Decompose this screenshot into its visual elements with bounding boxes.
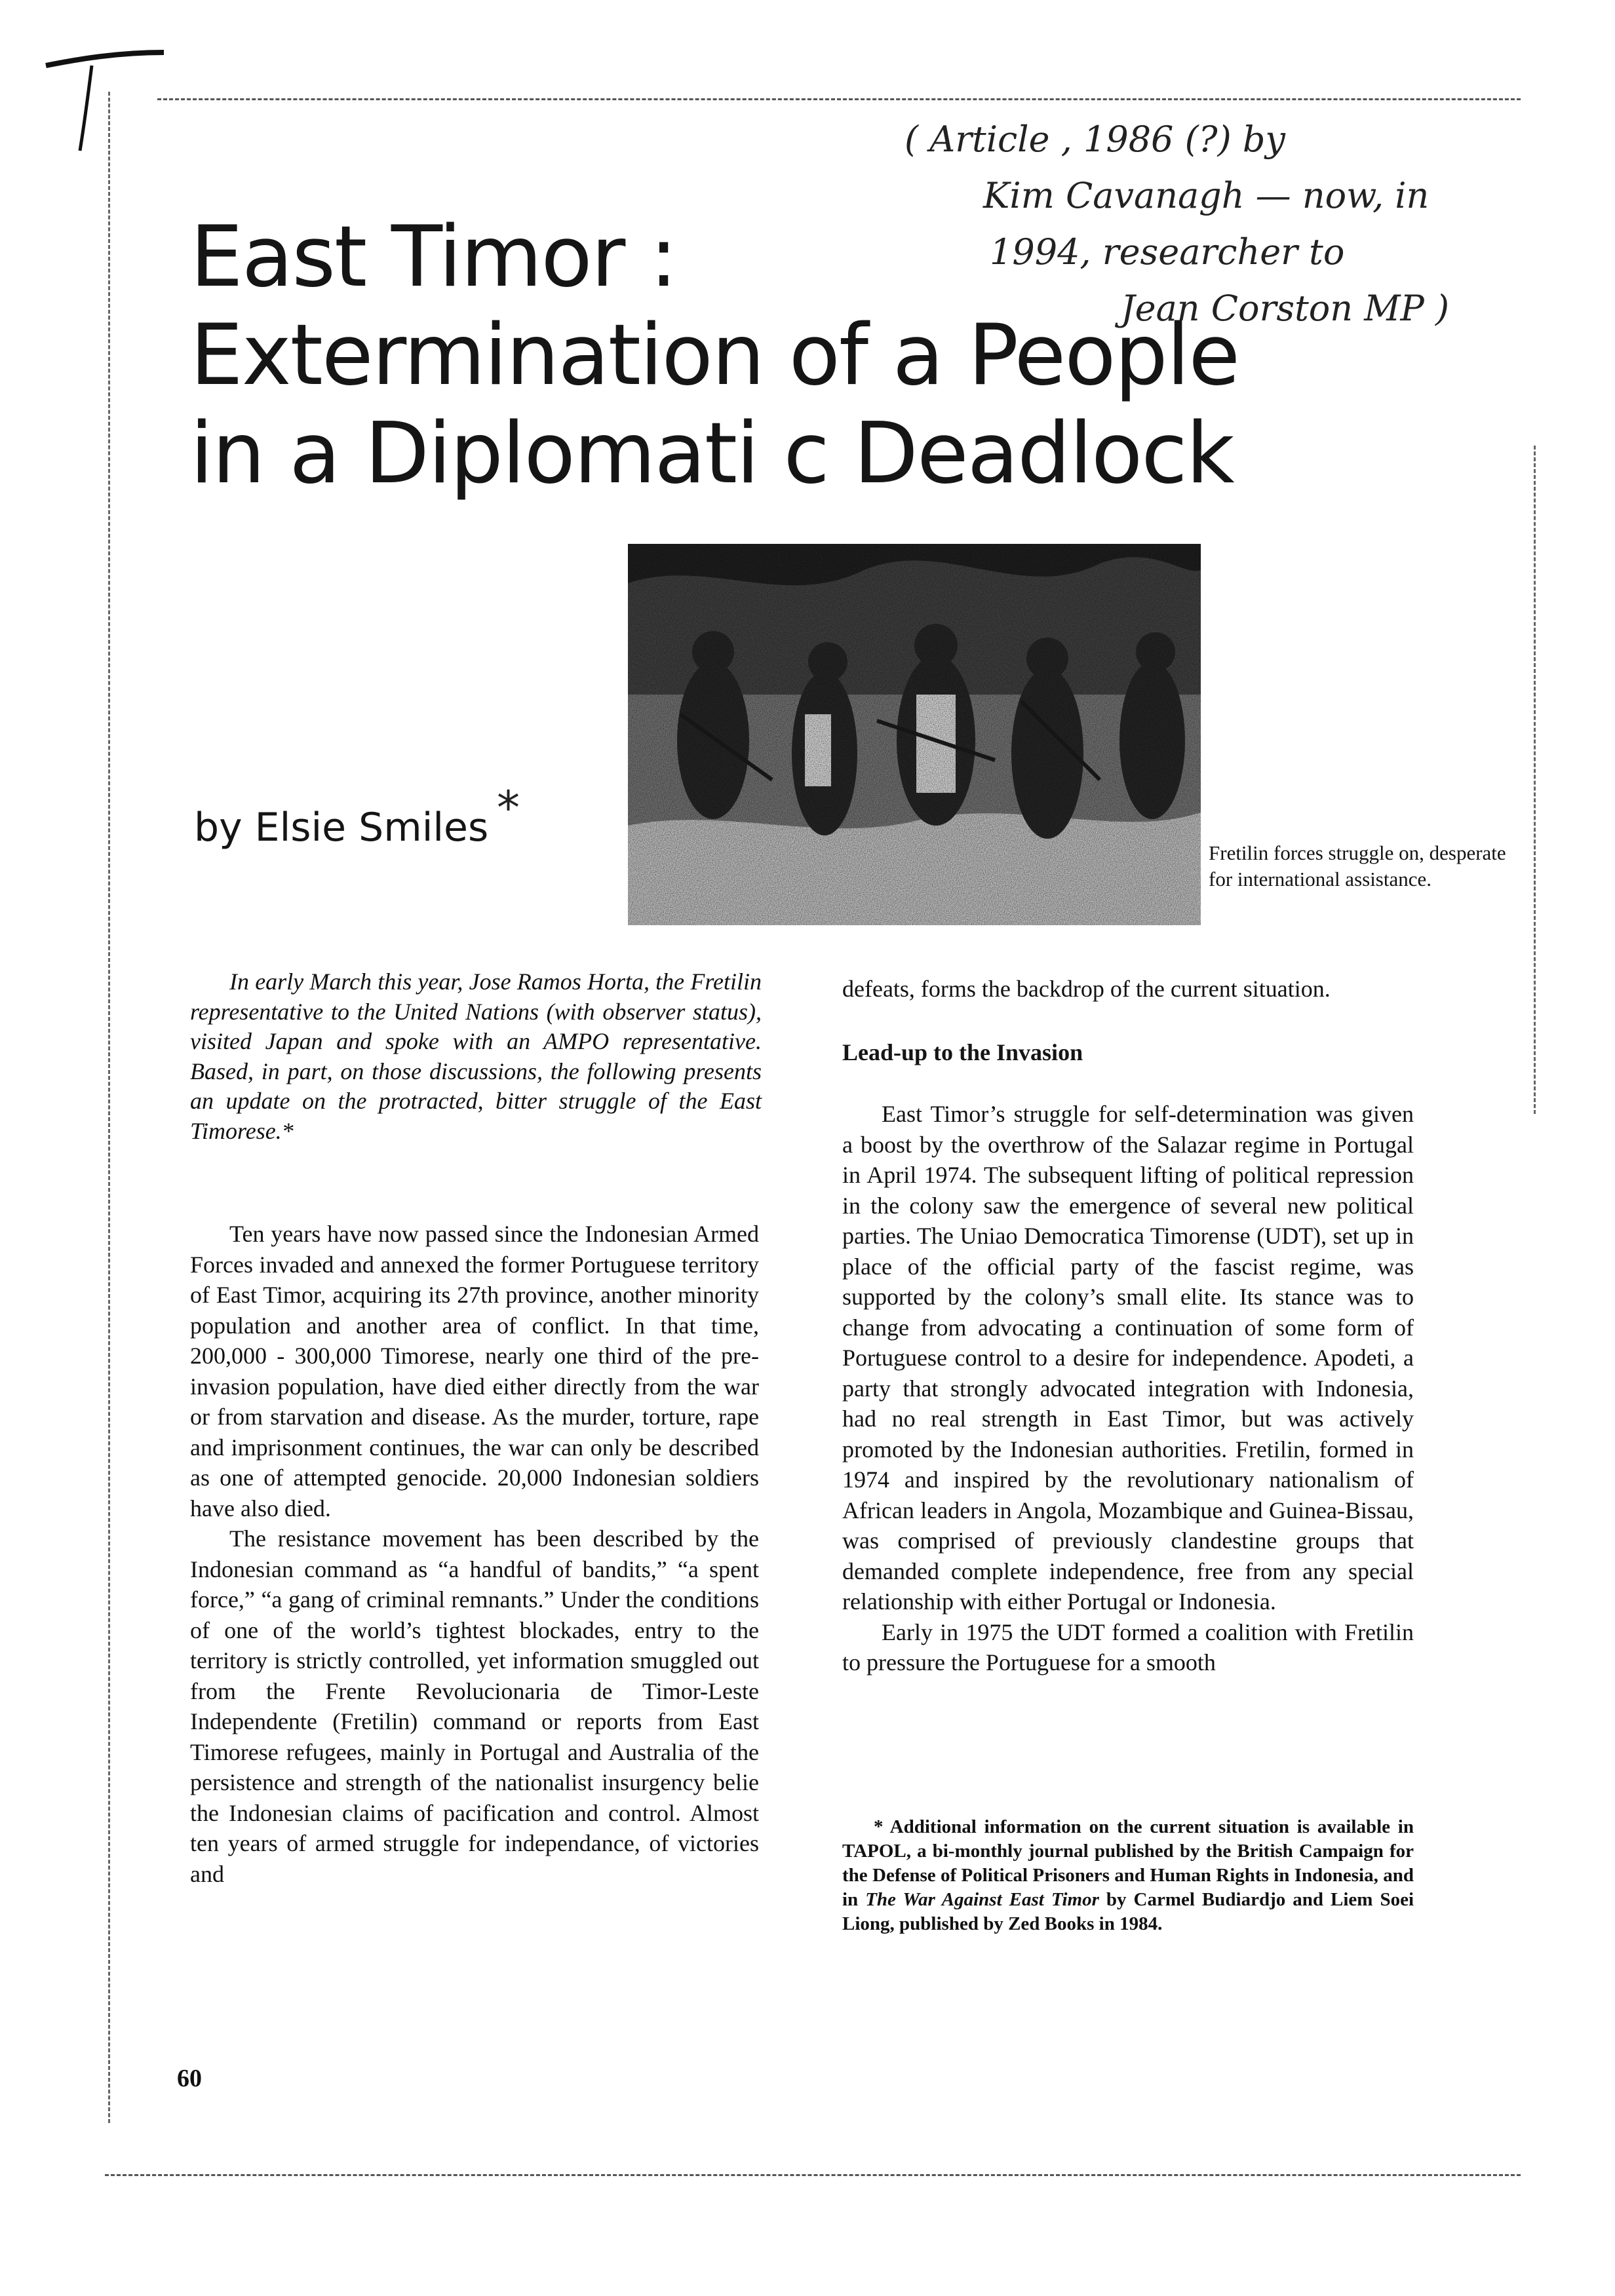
- left-paragraph-2: The resistance movement has been described by the Indonesian command as “a handful of bandits,” “a spent force,” “a gang of criminal remnants.” Under the conditions of one of the world’s tightest blockades, entry to the territory is strictly controlled, yet information smuggled out from the Frente Revolucionaria de Timor-Leste Independente (Fretilin) command or reports from East Timorese refugees, mainly in Portugal and Australia of the persistence and strength of the nationalist insurgency belie the Indonesian claims of pacification and control. Almost ten years of armed struggle for independance, of victories and: [190, 1525, 759, 1887]
- title-line-3: in a Diplomati c Deadlock: [190, 405, 1234, 503]
- photo-caption: Fretilin forces struggle on, desperate for international assistance.: [1209, 841, 1506, 890]
- footnote: [842, 1815, 1414, 1936]
- right-paragraph-1: East Timor’s struggle for self-determination was given a boost by the overthrow of the Salazar regime in Portugal in April 1974. The subsequent lifting of political repression in the colony saw the emergence of several new political parties. The Uniao Democratica Timorense (UDT), set up in place of the official party of the fascist regime, was supported by the colony’s small elite. Its stance was to change from advocating a continuation of some form of Portuguese control to a desire for independence. Apodeti, a party that strongly advocated integration with Indonesia, had no real strength in East Timor, but was actively promoted by the Indonesian authorities. Fretilin, formed in 1974 and inspired by the revolutionary nationalism of African leaders in Angola, Mozambique and Guinea-Bissau, was comprised of previously clandestine groups that demanded complete independence, free from any special relationship with either Portugal or Indonesia.: [842, 1101, 1414, 1615]
- article-title: [190, 208, 1239, 503]
- byline-asterisk: *: [497, 781, 520, 835]
- scan-edge-right: [1534, 446, 1536, 1114]
- scan-edge-top: [157, 98, 1521, 100]
- title-line-1: East Timor :: [190, 208, 677, 306]
- handwritten-line-4: Jean Corston MP ): [1121, 288, 1450, 329]
- scan-edge-left: [108, 92, 110, 2123]
- pen-mark: [39, 39, 170, 157]
- byline: by Elsie Smiles: [194, 805, 489, 851]
- left-paragraph-1: Ten years have now passed since the Indonesian Armed Forces invaded and annexed the former Portuguese territory of East Timor, acquiring its 27th province, another minority population and another area of conflict. In that time, 200,000 - 300,000 Timorese, nearly one third of the pre-invasion population, have died either directly from the war or from starvation and disease. As the murder, torture, rape and imprisonment continues, the war can only be described as one of attempted genocide. 20,000 Indonesian soldiers have also died.: [190, 1221, 759, 1521]
- right-column-continuation: [842, 974, 1414, 1004]
- handwritten-line-2: Kim Cavanagh — now, in: [983, 175, 1430, 216]
- intro-text: In early March this year, Jose Ramos Horta, the Fretilin representative to the United Nations (with observer status), visited Japan and spoke with an AMPO representative. Based, in part, on those discussions, the following presents an update on the protracted, bitter struggle of the East Timorese.*: [190, 968, 762, 1144]
- footnote-text-end: by Carmel Budiardjo and Liem Soei Liong, published by Zed Books in 1984.: [842, 1889, 1414, 1934]
- scan-edge-bottom: [105, 2174, 1521, 2176]
- fretilin-photo: [628, 544, 1201, 925]
- footnote-book-title: The War Against East Timor: [865, 1889, 1099, 1910]
- continuation-text: defeats, forms the backdrop of the current situation.: [842, 976, 1331, 1002]
- handwritten-line-3: 1994, researcher to: [990, 231, 1345, 273]
- section-heading: Lead-up to the Invasion: [842, 1039, 1083, 1065]
- intro-paragraph: [190, 967, 762, 1146]
- left-column: [190, 1219, 759, 1889]
- right-paragraph-2: Early in 1975 the UDT formed a coalition with Fretilin to pressure the Portuguese for a smooth: [842, 1618, 1414, 1675]
- footnote-text: * Additional information on the current situation is available in TAPOL, a bi-monthly journal published by the British Campaign for the Defense of Political Prisoners and Human Rights in Indonesia, and in: [842, 1816, 1414, 1910]
- right-column: [842, 1099, 1414, 1678]
- handwritten-line-1: ( Article , 1986 (?) by: [905, 119, 1285, 160]
- title-line-2: Extermination of a People: [190, 307, 1239, 404]
- page-number: 60: [177, 2065, 202, 2092]
